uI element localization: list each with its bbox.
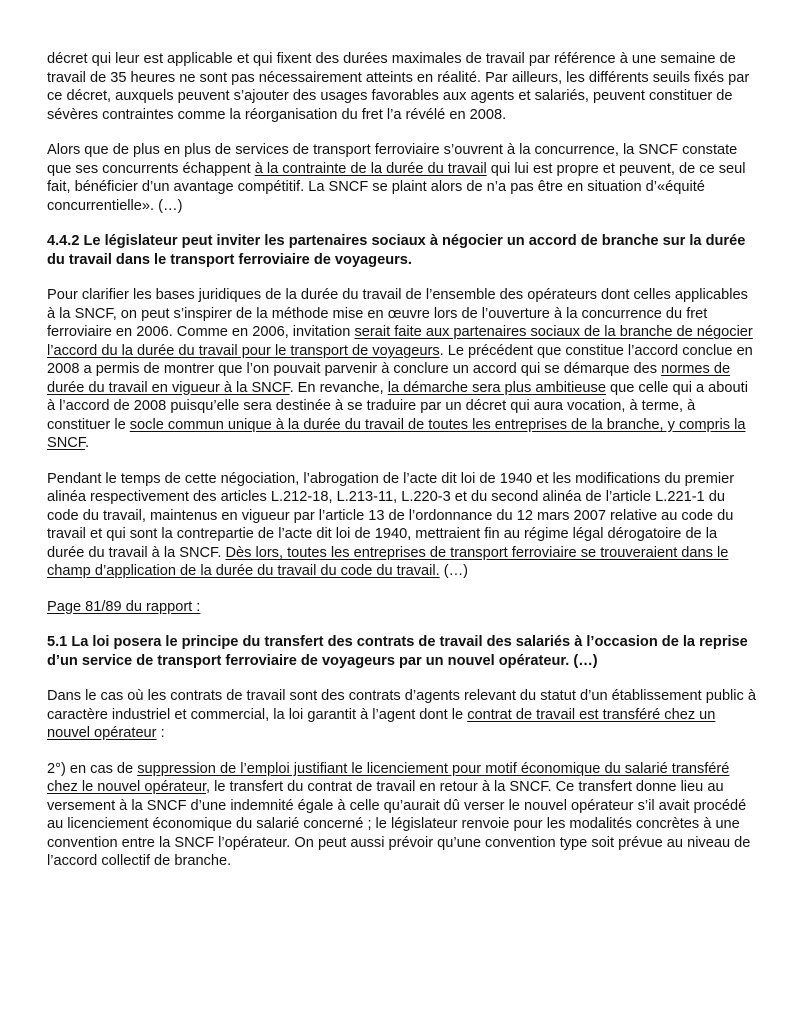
body-paragraph: [47, 760, 758, 871]
text-run: Alors que de plus en plus de services de transport ferroviaire s’ouvrent à la concurrence, la SNCF constate que ses concurrents échappent: [47, 142, 738, 177]
text-run: décret qui leur est applicable et qui fixent des durées maximales de travail par référence à une semaine de travail de 35 heures ne sont pas nécessairement atteints en réalité. Par ailleurs, les différents seuils fixés par ce décret, auxquels peuvent s’ajouter des usages favorables aux agents et salariés, peuvent constituer de sévères contraintes comme la réorganisation du fret l’a révélé en 2008.: [47, 51, 750, 123]
text-run: . En revanche,: [289, 379, 388, 396]
underlined-text: Page 81/89 du rapport :: [47, 598, 201, 615]
body-paragraph: [47, 687, 758, 743]
section-heading: [47, 232, 758, 269]
underlined-text: à la contrainte de la durée du travail: [254, 160, 487, 177]
body-paragraph: [47, 598, 758, 617]
text-run: Pendant le temps de cette négociation, l’abrogation de l’acte dit loi de 1940 et les modifications du premier alinéa respectivement des articles L.212-18, L.213-11, L.220-3 et du second alinéa de l’article L.221-1 du code du travail, maintenus en vigueur par l’article 13 de l’ordonnance du 12 mars 2007 relative au code du travail et qui sont la contrepartie de l’acte dit loi de 1940, mettraient fin au régime légal dérogatoire de la durée du travail à la SNCF.: [47, 470, 735, 561]
underlined-text: suppression de l’emploi justifiant le licenciement pour motif économique du salarié transféré chez le nouvel opérateur: [47, 760, 730, 795]
text-run: (…): [439, 563, 469, 579]
text-run: :: [156, 725, 165, 741]
underlined-text: normes de durée du travail en vigueur à la SNCF: [47, 361, 731, 396]
text-run: . Le précédent que constitue l’accord conclue en 2008 a permis de montrer que l’on pouvait parvenir à conclure un accord qui se démarque des: [47, 342, 753, 377]
underlined-text: la démarche sera plus ambitieuse: [387, 379, 606, 396]
body-paragraph: [47, 50, 758, 124]
text-run: .: [85, 435, 90, 451]
underlined-text: serait faite aux partenaires sociaux de la branche de négocier l’accord du la durée du travail pour le transport de voyageurs: [47, 324, 753, 359]
section-heading: [47, 633, 758, 670]
underlined-text: socle commun unique à la durée du travail de toutes les entreprises de la branche, y compris la SNCF: [47, 416, 746, 451]
underlined-text: contrat de travail est transféré chez un nouvel opérateur: [47, 706, 716, 741]
text-run: , le transfert du contrat de travail en retour à la SNCF. Ce transfert donne lieu au versement à la SNCF d’une indemnité égale à celle qu’aurait dû verser le nouvel opérateur s’il avait procédé au licenciement économique du salarié concerné ; le législateur renvoie pour les modalités concrètes à une convention entre la SNCF l’opérateur. On peut aussi prévoir qu’une convention type soit prévue au niveau de l’accord collectif de branche.: [47, 779, 751, 869]
text-run: qui lui est propre et peuvent, de ce seul fait, bénéficier d’un avantage compétitif. La SNCF se plaint alors de n’a pas être en situation d’«équité concurrentielle». (…): [47, 160, 746, 214]
text-run: que celle qui a abouti à l’accord de 2008 puisqu’elle sera destinée à se traduire par un décret qui aura vocation, à terme, à constituer le: [47, 379, 748, 433]
text-run: Pour clarifier les bases juridiques de la durée du travail de l’ensemble des opérateurs dont celles applicables à la SNCF, on peut s’inspirer de la méthode mise en œuvre lors de l’ouverture à la concurrence du fret ferroviaire en 2006. Comme en 2006, invitation: [47, 287, 748, 340]
body-paragraph: [47, 141, 758, 215]
text-run: 5.1 La loi posera le principe du transfert des contrats de travail des salariés à l’occasion de la reprise d’un service de transport ferroviaire de voyageurs par un nouvel opérateur. (…): [47, 634, 748, 669]
body-paragraph: [47, 470, 758, 581]
body-paragraph: [47, 286, 758, 453]
text-run: 2°) en cas de: [47, 760, 138, 777]
text-run: Dans le cas où les contrats de travail sont des contrats d’agents relevant du statut d’un établissement public à caractère industriel et commercial, la loi garantit à l’agent dont le: [47, 688, 757, 723]
underlined-text: Dès lors, toutes les entreprises de transport ferroviaire se trouveraient dans le champ d’application de la durée du travail du code du travail.: [47, 544, 729, 579]
text-run: 4.4.2 Le législateur peut inviter les partenaires sociaux à négocier un accord de branche sur la durée du travail dans le transport ferroviaire de voyageurs.: [47, 233, 746, 268]
